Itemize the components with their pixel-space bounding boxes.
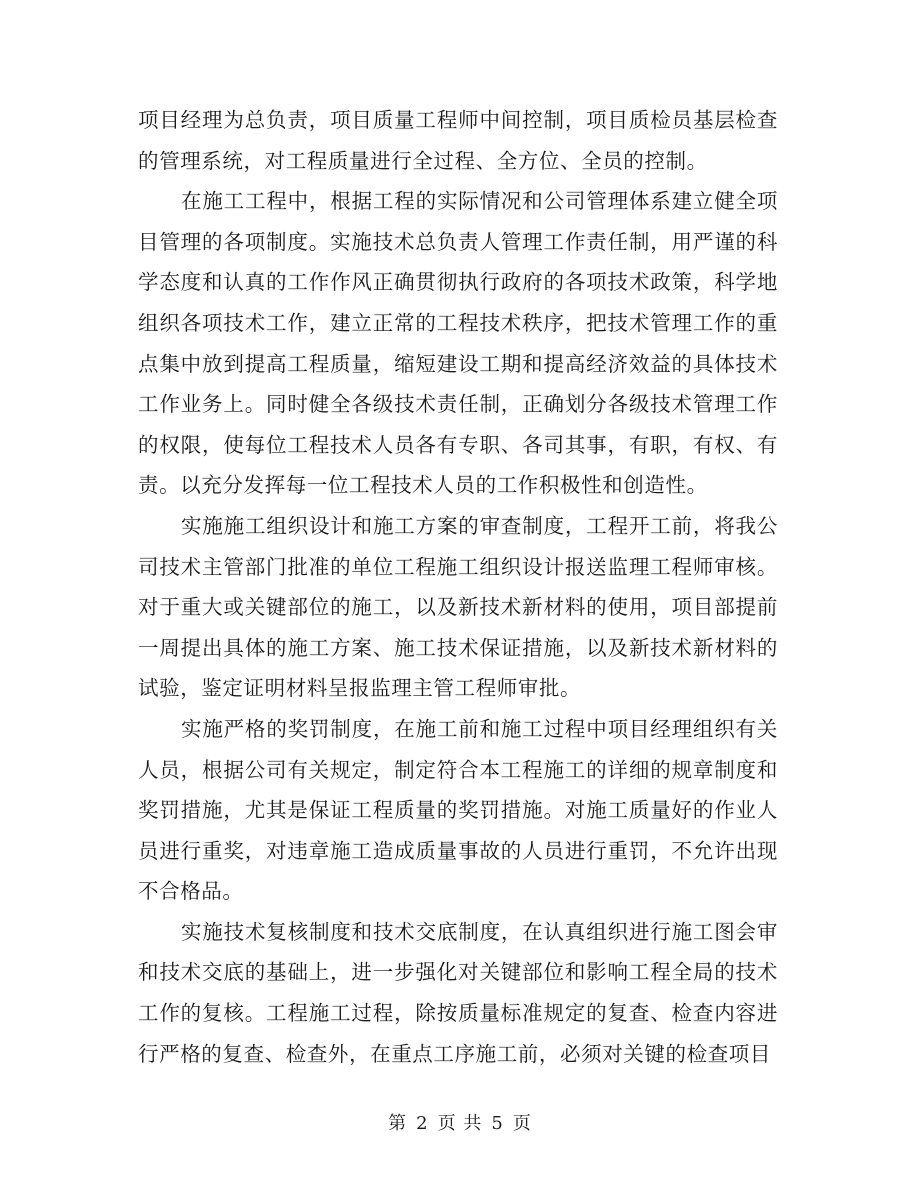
footer-middle: 页 共 [437,1113,483,1134]
page-footer [0,1112,920,1136]
footer-suffix: 页 [512,1113,532,1134]
paragraph-4: 实施严格的奖罚制度，在施工前和施工过程中项目经理组织有关人员，根据公司有关规定，制定符合本工程施工的详细的规章制度和奖罚措施，尤其是保证工程质量的奖罚措施。对施工质量好的作业人员进行重奖，对违章施工造成质量事故的人员进行重罚，不允许出现不合格品。 [138,716,778,904]
footer-prefix: 第 [388,1113,408,1134]
footer-page-number: 2 [416,1113,429,1134]
paragraph-3: 实施施工组织设计和施工方案的审查制度，工程开工前，将我公司技术主管部门批准的单位工程施工组织设计报送监理工程师审核。对于重大或关键部位的施工，以及新技术新材料的使用，项目部提前一周提出具体的施工方案、施工技术保证措施，以及新技术新材料的试验，鉴定证明材料呈报监理主管工程师审批。 [138,513,778,701]
paragraph-5: 实施技术复核制度和技术交底制度，在认真组织进行施工图会审和技术交底的基础上，进一步强化对关键部位和影响工程全局的技术工作的复核。工程施工过程，除按质量标准规定的复查、检查内容进行严格的复查、检查外，在重点工序施工前，必须对关键的检查项目 [138,919,778,1066]
paragraph-2: 在施工工程中，根据工程的实际情况和公司管理体系建立健全项目管理的各项制度。实施技术总负责人管理工作责任制，用严谨的科学态度和认真的工作作风正确贯彻执行政府的各项技术政策，科学地组织各项技术工作，建立正常的工程技术秩序，把技术管理工作的重点集中放到提高工程质量，缩短建设工期和提高经济效益的具体技术工作业务上。同时健全各级技术责任制，正确划分各级技术管理工作的权限，使每位工程技术人员各有专职、各司其事，有职，有权、有责。以充分发挥每一位工程技术人员的工作积极性和创造性。 [138,189,778,498]
paragraph-1: 项目经理为总负责，项目质量工程师中间控制，项目质检员基层检查的管理系统，对工程质量进行全过程、全方位、全员的控制。 [138,108,778,173]
footer-total-pages: 5 [491,1113,504,1134]
document-body [138,100,778,1074]
